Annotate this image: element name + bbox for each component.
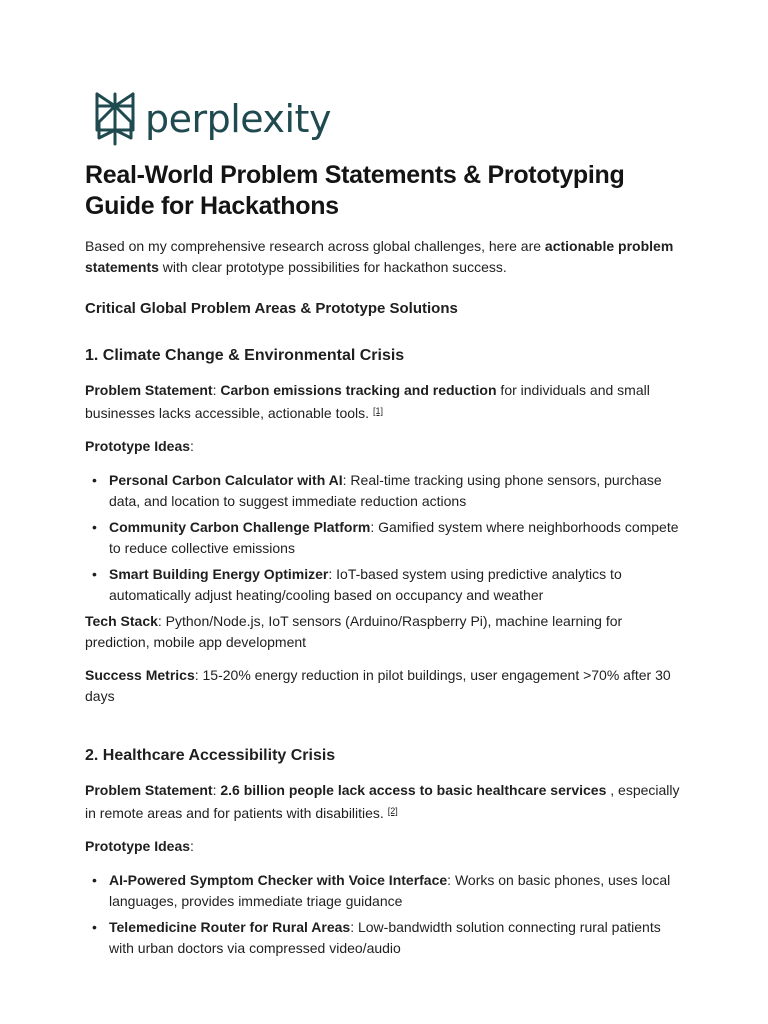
problem-bold: 2.6 billion people lack access to basic healthcare services: [220, 782, 607, 798]
section-heading: Critical Global Problem Areas & Prototype Solutions: [85, 300, 458, 317]
section1-success-metrics: Success Metrics: 15-20% energy reduction in pilot buildings, user engagement >70% after 30 days: [85, 667, 671, 704]
section1-ideas-list: [85, 470, 685, 606]
section2-prototype-label: Prototype Ideas:: [85, 838, 194, 854]
section2-ideas-list: [85, 870, 685, 959]
section1-tech-stack: Tech Stack: Python/Node.js, IoT sensors (Arduino/Raspberry Pi), machine learning for prediction, mobile app development: [85, 613, 623, 650]
list-item: • Smart Building Energy Optimizer: IoT-based system using predictive analytics to automatically adjust heating/cooling based on occupancy and weather: [109, 564, 685, 606]
section1-heading: 1. Climate Change & Environmental Crisis: [85, 347, 405, 364]
page-title: Real-World Problem Statements & Prototyping Guide for Hackathons: [85, 161, 625, 220]
problem-label: Problem Statement: [85, 382, 213, 398]
list-item: • AI-Powered Symptom Checker with Voice Interface: Works on basic phones, uses local languages, provides immediate triage guidance: [109, 870, 685, 912]
problem-bold: Carbon emissions tracking and reduction: [220, 382, 497, 398]
intro-text-before: Based on my comprehensive research across global challenges, here are: [85, 238, 545, 254]
section1-problem-statement: Problem Statement: Carbon emissions tracking and reduction for individuals and small businesses lacks accessible, actionable tools. [1]: [85, 382, 650, 421]
list-item: • Telemedicine Router for Rural Areas: Low-bandwidth solution connecting rural patients with urban doctors via compressed video/audio: [109, 917, 685, 959]
intro-text-after: with clear prototype possibilities for hackathon success.: [158, 259, 507, 275]
section1-prototype-label: Prototype Ideas:: [85, 438, 194, 454]
perplexity-logo: [93, 92, 331, 146]
intro-bold: actionable problem statements: [85, 238, 674, 275]
citation-link-1[interactable]: [1]: [372, 406, 383, 416]
document-content: [85, 160, 685, 964]
list-item: • Community Carbon Challenge Platform: Gamified system where neighborhoods compete to reduce collective emissions: [109, 517, 685, 559]
section2-problem-statement: Problem Statement: 2.6 billion people lack access to basic healthcare services , especially in remote areas and for patients with disabilities. [2]: [85, 782, 680, 821]
perplexity-logo-icon: [93, 92, 137, 146]
problem-text: for individuals and small businesses lacks accessible, actionable tools.: [85, 382, 650, 421]
logo-wordmark: perplexity: [145, 97, 331, 141]
list-item: • Personal Carbon Calculator with AI: Real-time tracking using phone sensors, purchase data, and location to suggest immediate reduction actions: [109, 470, 685, 512]
problem-label: Problem Statement: [85, 782, 213, 798]
section2-heading: 2. Healthcare Accessibility Crisis: [85, 747, 336, 764]
problem-text: , especially in remote areas and for patients with disabilities.: [85, 782, 680, 821]
intro-paragraph: [85, 236, 685, 278]
citation-link-2[interactable]: [2]: [387, 806, 398, 816]
